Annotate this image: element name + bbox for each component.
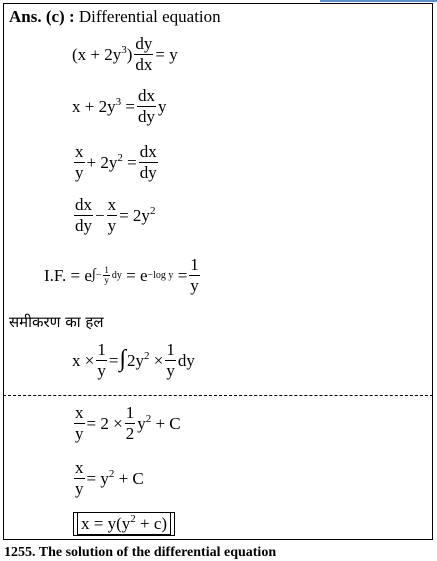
top-accent-line: [320, 0, 437, 2]
equation-2: $x + 2y^3$ = $\frac{dx}{dy}$ y: [72, 86, 167, 126]
fraction-dy-dx: $\frac{dy}{dx}$: [135, 34, 153, 74]
hindi-caption: समीकरण का हल: [9, 313, 104, 331]
equation-integrating-factor: I.F. = e ∫− $\frac{1}{y}$ dy = e −log y = $\frac{1}{y}$: [44, 255, 199, 295]
equation-4: $\frac{dx}{dy}$ − $\frac{x}{y}$ = $2y^2$: [75, 195, 156, 235]
equation-solution-integral: x × $\frac{1}{y}$ = ∫ $2y^2$ × $\frac{1}{y}$ dy: [72, 340, 195, 380]
final-answer-box: $x = y(y^2 + c)$: [73, 512, 175, 536]
answer-label: Ans. (c) :: [9, 7, 75, 26]
fraction-dx-dy-3: $\frac{dx}{dy}$: [75, 195, 92, 235]
equation-7: $\frac{x}{y}$ = 2 × $\frac{1}{2}$ $y^2 + C$: [75, 403, 181, 443]
equation-3: $\frac{x}{y}$ + $2y^2$ = $\frac{dx}{dy}$: [75, 142, 157, 182]
fraction-x-y: $\frac{x}{y}$: [75, 142, 84, 182]
fraction-1-y: $\frac{1}{y}$: [190, 255, 199, 295]
fraction-dx-dy: $\frac{dx}{dy}$: [137, 86, 155, 126]
fraction-x-y-2: $\frac{x}{y}$: [107, 195, 117, 235]
next-question-partial: 1255. The solution of the differential equation: [4, 545, 277, 560]
if-exponent: ∫− $\frac{1}{y}$ dy: [91, 265, 122, 285]
answer-text: Differential equation: [78, 7, 221, 26]
equation-8: $\frac{x}{y}$ = $y^2 + C$: [75, 458, 144, 498]
fraction-dx-dy-2: $\frac{dx}{dy}$: [139, 142, 157, 182]
equation-1: $(x + 2y^3)$ $\frac{dy}{dx}$ = y: [72, 34, 178, 74]
answer-heading: [9, 7, 221, 27]
dashed-separator: [3, 395, 433, 396]
